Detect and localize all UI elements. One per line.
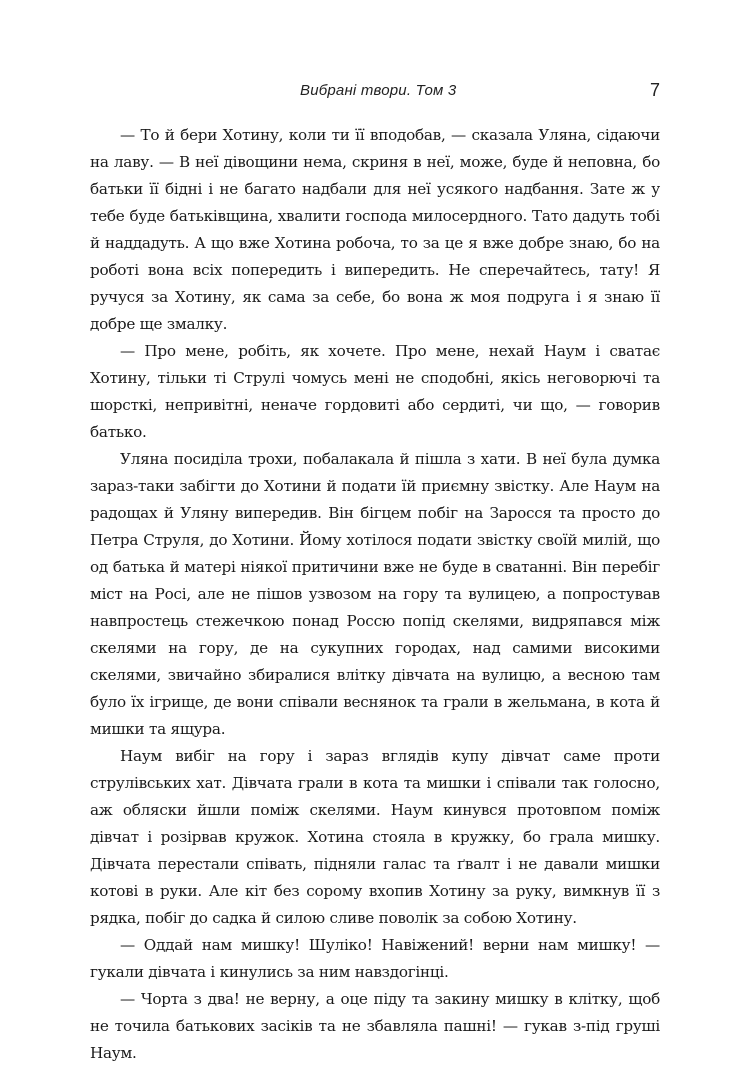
paragraph: — Оддай нам мишку! Шуліко! Навіжений! верни нам мишку! — гукали дівчата і кинулись за ним навздогінці.	[90, 936, 660, 981]
paragraph: Наум вибіг на гору і зараз вглядів купу дівчат саме проти струлівських хат. Дівчата грали в кота та мишки і співали так голосно, аж обляски йшли поміж скелями. Наум кинувся протовпом поміж дівчат і розірвав кружок. Хотина стояла в кружку, бо грала мишку. Дівчата перестали співать, підняли галас та ґвалт і не давали мишки котові в руки. Але кіт без сорому вхопив Хотину за руку, вимкнув її з рядка, побіг до садка й силою сливе поволік за собою Хотину.	[90, 747, 660, 927]
paragraph: — Чорта з два! не верну, а оце піду та закину мишку в клітку, щоб не точила батькових засіків та не збавляла пашні! — гукав з-під груші Наум.	[90, 990, 660, 1062]
header-title: Вибрані твори. Том 3	[300, 82, 457, 99]
body-text	[90, 122, 660, 1067]
running-header	[90, 80, 660, 102]
paragraph: Уляна посиділа трохи, побалакала й пішла з хати. В неї була думка зараз-таки забігти до Хотини й подати їй приємну звістку. Але Наум на радощах й Уляну випередив. Він бігцем побіг на Заросся та просто до Петра Струля, до Хотини. Йому хотілося подати звістку своїй милій, що од батька й матері ніякої притичини вже не буде в сватанні. Він перебіг міст на Росі, але не пішов узвозом на гору та вулицею, а попростував навпростець стежечкою понад Россю попід скелями, видряпався між скелями на гору, де на сукупних городах, над самими високими скелями, звичайно збиралися влітку дівчата на вулицю, а весною там було їх ігрище, де вони співали веснянок та грали в жельмана, в кота й мишки та ящура.	[90, 450, 660, 738]
paragraph: — Про мене, робіть, як хочете. Про мене, нехай Наум і сватає Хотину, тільки ті Струлі чомусь мені не сподобні, якісь неговорючі та шорсткі, непривітні, неначе гордовиті або сердиті, чи що, — говорив батько.	[90, 342, 660, 441]
paragraph: — То й бери Хотину, коли ти її вподобав, — сказала Уляна, сідаючи на лаву. — В неї дівощини нема, скриня в неї, може, буде й неповна, бо батьки її бідні і не багато надбали для неї усякого надбання. Зате ж у тебе буде батьківщина, хвалити господа милосердного. Тато дадуть тобі й наддадуть. А що вже Хотина робоча, то за це я вже добре знаю, бо на роботі вона всіх попередить і випередить. Не сперечайтесь, тату! Я ручуся за Хотину, як сама за себе, бо вона ж моя подруга і я знаю її добре ще змалку.	[90, 126, 660, 333]
page-number: 7	[649, 80, 660, 100]
